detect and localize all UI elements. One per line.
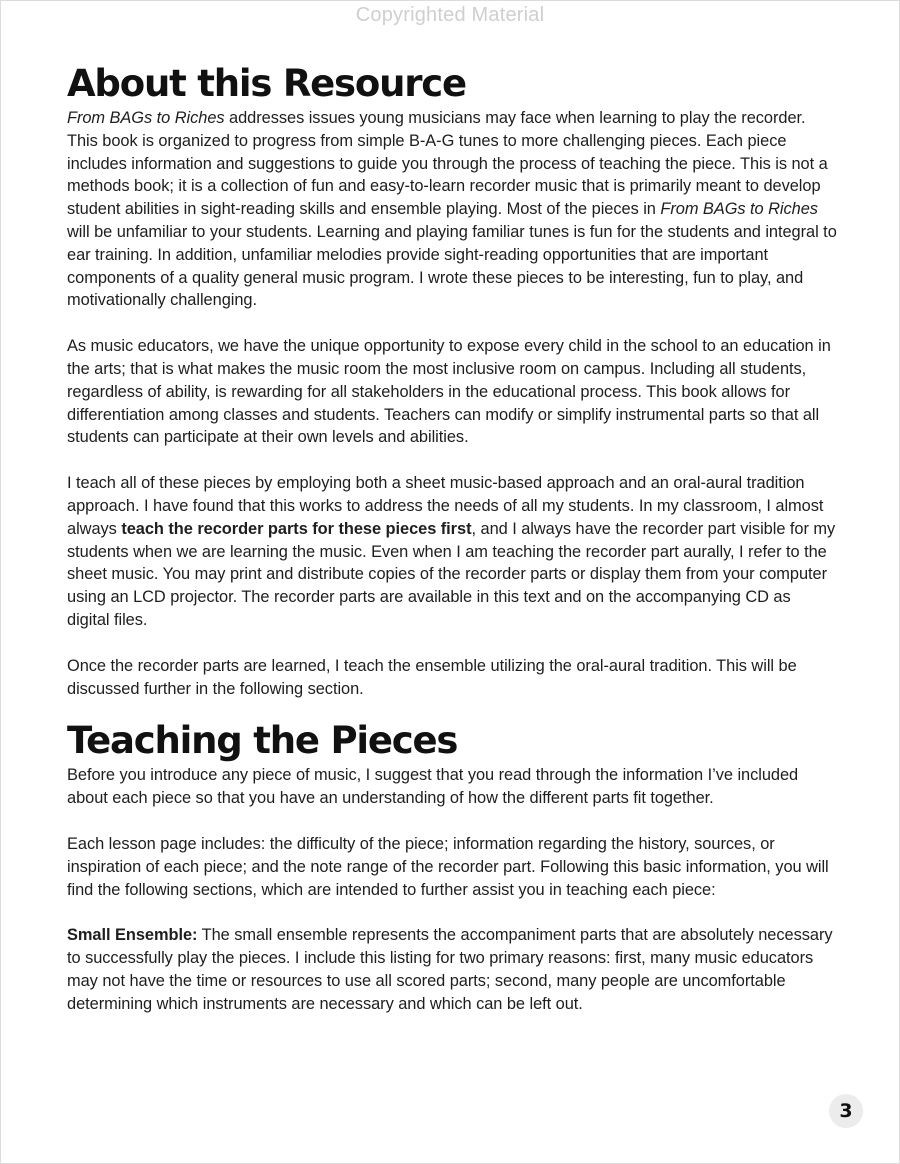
about-paragraph-3-bold: teach the recorder parts for these pieces first xyxy=(121,519,472,538)
page-number: 3 xyxy=(829,1094,863,1128)
teaching-heading: Teaching the Pieces xyxy=(67,719,458,763)
about-paragraph-2: As music educators, we have the unique opportunity to expose every child in the school to an education in the arts; that is what makes the music room the most inclusive room on campus. Including all students, regardless of ability, is rewarding for all stakeholders in the educational process. This book allows for differentiation among classes and students. Teachers can modify or simplify instrumental parts so that all students can participate at their own levels and abilities. xyxy=(67,337,831,447)
about-heading: About this Resource xyxy=(67,62,466,105)
about-paragraph-3-end: , and I always have the recorder part visible for my students when we are learning the music. Even when I am teaching the recorder part aurally, I refer to the sheet music. You may print and distribute copies of the recorder parts or display them from your computer using an LCD projector. The recorder parts are available in this text and on the accompanying CD as digital files. xyxy=(67,519,836,629)
about-paragraph-4: Once the recorder parts are learned, I teach the ensemble utilizing the oral-aural tradition. This will be discussed further in the following section. xyxy=(67,656,797,698)
book-title-italic-2: From BAGs to Riches xyxy=(660,200,818,219)
teaching-paragraph-3 xyxy=(67,924,837,1015)
about-paragraph-1 xyxy=(67,107,837,312)
about-paragraph-3-start: I teach all of these pieces by employing both a sheet music-based approach and an oral-aural tradition approach. I have found that this works to address the needs of all my students. In my classroom, I almost always xyxy=(67,474,824,538)
page-content xyxy=(67,61,837,1016)
about-paragraph-1-tail: will be unfamiliar to your students. Learning and playing familiar tunes is fun for the students and integral to ear training. In addition, unfamiliar melodies provide sight-reading opportunities that are important components of a quality general music program. I wrote these pieces to be interesting, fun to play, and motivationally challenging. xyxy=(67,222,837,310)
teaching-paragraph-2: Each lesson page includes: the difficulty of the piece; information regarding the history, sources, or inspiration of each piece; and the note range of the recorder part. Following this basic information, you will find the following sections, which are intended to further assist you in teaching each piece: xyxy=(67,834,829,899)
about-paragraph-1-text: addresses issues young musicians may face when learning to play the recorder. This book is organized to progress from simple B-A-G tunes to more challenging pieces. Each piece includes information and suggestions to guide you through the process of teaching the piece. This is not a methods book; it is a collection of fun and easy-to-learn recorder music that is primarily meant to develop student abilities in sight-reading skills and ensemble playing. Most of the pieces in xyxy=(67,109,828,219)
copyright-watermark: Copyrighted Material xyxy=(355,4,545,26)
teaching-paragraph-1: Before you introduce any piece of music, I suggest that you read through the information I’ve included about each piece so that you have an understanding of how the different parts fit together. xyxy=(67,766,799,808)
small-ensemble-label: Small Ensemble: xyxy=(67,926,198,945)
about-paragraph-3 xyxy=(67,472,837,632)
small-ensemble-text: The small ensemble represents the accompaniment parts that are absolutely necessary to successfully play the pieces. I include this listing for two primary reasons: first, many music educators may not have the time or resources to use all scored parts; second, many people are uncomfortable determining which instruments are necessary and which can be left out. xyxy=(67,926,833,1013)
book-title-italic: From BAGs to Riches xyxy=(67,109,225,127)
